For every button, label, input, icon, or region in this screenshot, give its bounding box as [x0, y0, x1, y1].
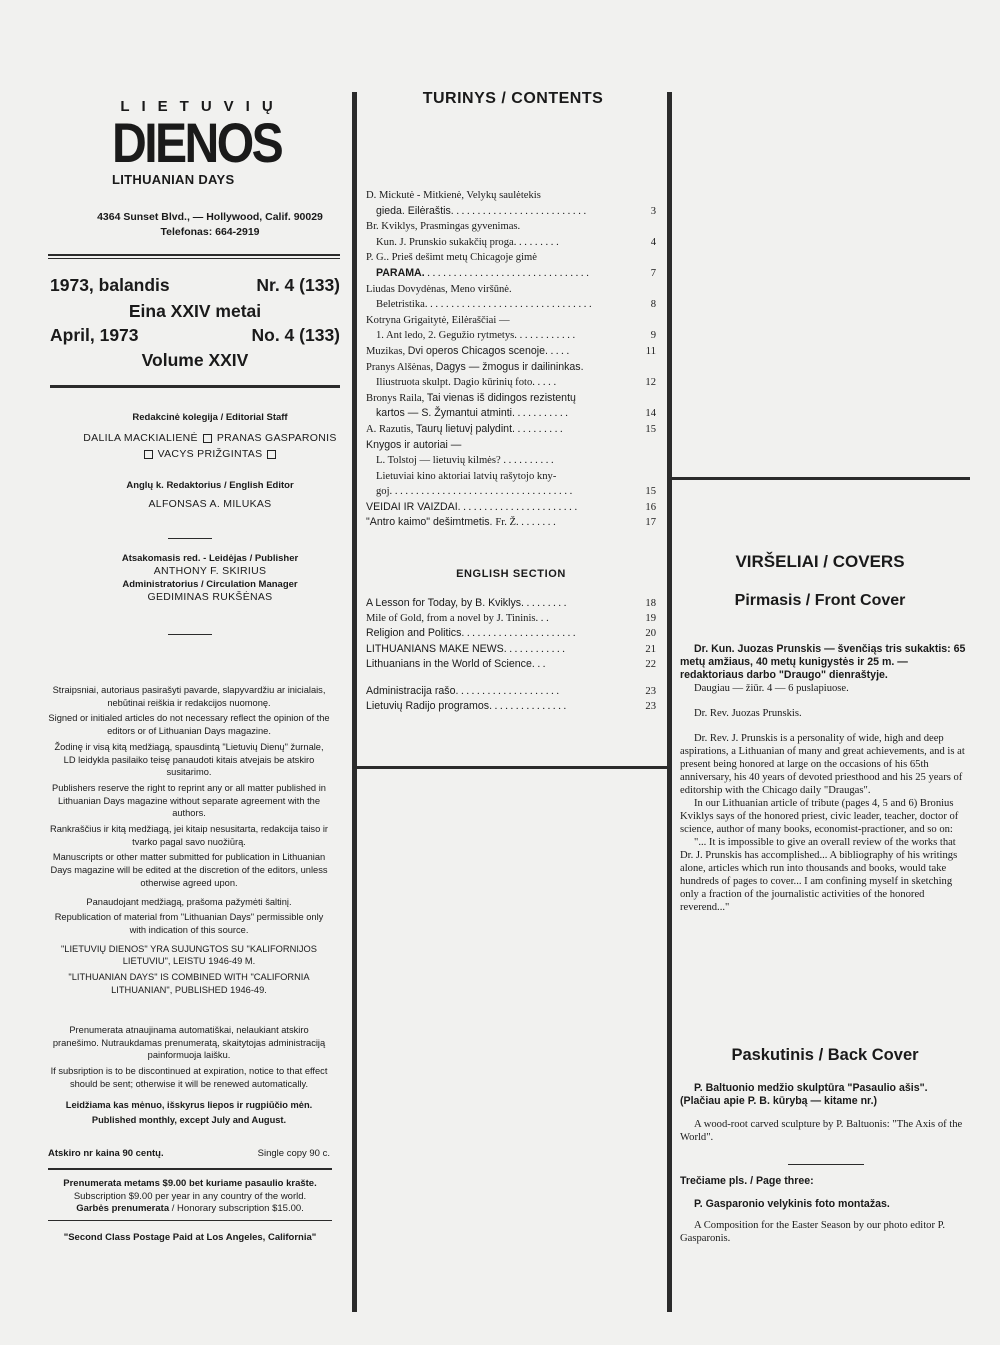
- toc-entry: Lithuanians in the World of Science.: [366, 657, 535, 670]
- toc-entry: PARAMA.: [376, 266, 425, 279]
- toc-entry: Dagys — žmogus ir dailininkas.: [435, 360, 584, 373]
- editorial-staff: [40, 410, 380, 512]
- divider: [48, 1168, 332, 1170]
- toc-page: 15: [645, 423, 656, 435]
- fine-text: Žodinę ir visą kitą medžiagą, spausdintą "Lietuvių Dienų" žurnale, LD leidykla pasilaiko teisę panaudoti kitais atvejais be atskiro susitarimo.: [54, 741, 324, 778]
- toc-title: TURINYS / CONTENTS: [422, 90, 604, 107]
- editor-name: DALILA MACKIALIENĖ: [83, 432, 198, 444]
- toc-author: Bronys Raila,: [366, 392, 427, 404]
- issue-row-lt: [50, 275, 340, 299]
- fine-print-2: [48, 1024, 330, 1130]
- toc-line: Mile of Gold, from a novel by J. Tininis. . . 19: [366, 611, 656, 626]
- toc-entry: Beletristika.: [376, 299, 428, 311]
- fine-text: "LIETUVIŲ DIENOS" YRA SUJUNGTOS SU "KALIFORNIJOS LIETUVIU", LEISTU 1946-49 M.: [61, 943, 317, 967]
- table-of-contents: [366, 188, 656, 531]
- editor-name: VACYS PRIŽGINTAS: [157, 448, 263, 460]
- toc-line: "Antro kaimo" dešimtmetis. Fr. Ž. . . . . . . . 17: [366, 515, 656, 531]
- toc-entry: LITHUANIANS MAKE NEWS.: [366, 642, 507, 655]
- fine-print-1: [48, 684, 330, 999]
- toc-line: [366, 391, 656, 407]
- issue-date-en: April, 1973: [50, 325, 139, 345]
- toc-line: A. Razutis, Taurų lietuvį palydint. . . . . . . . . . 15: [366, 422, 656, 438]
- issue-volume-lt: Eina XXIV metai: [128, 301, 262, 321]
- fine-text: "LITHUANIAN DAYS" IS COMBINED WITH "CALIFORNIA LITHUANIAN", PUBLISHED 1946-49.: [68, 972, 310, 995]
- toc-page: 12: [645, 377, 656, 389]
- fine-text: Leidžiama kas mėnuo, išskyrus liepos ir rugpiūčio mėn.: [65, 1099, 313, 1110]
- toc-page: 7: [650, 267, 656, 279]
- box-icon: [203, 434, 212, 443]
- divider: [50, 385, 340, 388]
- postage-note: "Second Class Postage Paid at Los Angeles, California": [63, 1232, 317, 1243]
- toc-entry: goj.: [376, 486, 393, 498]
- toc-page: 3: [650, 205, 656, 217]
- back-cover-text: [680, 1082, 970, 1144]
- fine-text: Manuscripts or other matter submitted for publication in Lithuanian Days magazine will be edited at the discretion of the editors, unless otherwise agreed upon.: [50, 852, 328, 888]
- fine-text: Prenumerata atnaujinama automatiškai, nelaukiant atskiro pranešimo. Nutraukdamas prenumeratą, skaitytojas administraciją painformuoja laišku.: [52, 1025, 326, 1061]
- toc-line: VEIDAI IR VAIZDAI. . . . . . . . . . . . . . . . . . . . . . . 16: [366, 500, 656, 516]
- toc-line: Iliustruota skulpt. Dagio kūrinių foto. . . . . 12: [366, 375, 656, 391]
- box-icon: [144, 450, 153, 459]
- toc-page: 4: [650, 236, 656, 248]
- toc-entry: L. Tolstoj — lietuvių kilmės?: [376, 455, 501, 467]
- front-en-p3: "... It is impossible to give an overall review of the works that Dr. J. Prunskis has accomplished... A bibliography of his writings alone, articles which run into thousands and books, would take hundreds of pages to cover... I am confining myself in sketching only a fraction of the journalistic activities of the honored reverend...": [680, 837, 958, 913]
- sub-line: Subscription $9.00 per year in any country of the world.: [73, 1190, 307, 1202]
- publisher-name: ANTHONY F. SKIRIUS: [153, 565, 267, 577]
- toc-entry: S. Žymantui atminti.: [421, 407, 515, 420]
- toc-line: gieda. Eilėraštis. . . . . . . . . . . . . . . . . . . . . . . . . . 3: [366, 204, 656, 220]
- publisher-heading: Atsakomasis red. - Leidėjas / Publisher: [121, 553, 299, 564]
- toc-page: 11: [645, 345, 656, 357]
- masthead-lietuviu: LIETUVIŲ: [120, 98, 285, 115]
- box-icon: [267, 450, 276, 459]
- toc-author: Pranys Alšėnas,: [366, 361, 436, 373]
- toc-entry: Religion and Politics.: [366, 627, 465, 640]
- toc-author: Fr. Ž.: [495, 517, 519, 529]
- toc-entry: 1. Ant ledo, 2. Gegužio rytmetys.: [376, 330, 517, 342]
- address-block: [40, 210, 380, 240]
- page-three-block: [680, 1175, 970, 1245]
- sub-line: Prenumerata metams $9.00 bet kuriame pasaulio krašte.: [63, 1178, 317, 1189]
- address-line: 4364 Sunset Blvd., — Hollywood, Calif. 90029: [97, 211, 323, 223]
- price-lt: Atskiro nr kaina 90 centų.: [48, 1148, 164, 1159]
- fine-text: Rankraščius ir kitą medžiagą, jei kitaip nesusitarta, redakcija taiso ir tvarko pagal savo nuožiūrą.: [50, 824, 328, 847]
- fine-text: Signed or initialed articles do not necessary reflect the opinion of the editors or of Lithuanian Days magazine.: [48, 713, 330, 737]
- toc-entry: A Lesson for Today, by B. Kviklys.: [366, 597, 524, 609]
- toc-author: Muzikas,: [366, 345, 408, 357]
- issue-date-lt: 1973, balandis: [50, 275, 170, 295]
- front-lt: Dr. Kun. Juozas Prunskis — švenčiąs tris sukaktis: 65 metų amžiaus, 40 metų kunigystės ir 25 m. — redaktoriaus darbo "Draugo" dienraštyje.: [680, 643, 966, 681]
- front-cover-text: [680, 643, 970, 914]
- toc-line: [366, 282, 656, 298]
- price-en: Single copy 90 c.: [257, 1148, 330, 1159]
- editorial-names-row: [40, 430, 380, 446]
- circulation-name: GEDIMINAS RUKŠĖNAS: [147, 591, 273, 603]
- toc-entry: VEIDAI IR VAIZDAI.: [366, 500, 461, 513]
- fine-text: Straipsniai, autoriaus pasirašyti pavarde, slapyvardžiu ar inicialais, nebūtinai reiškia ir redakcijos nuomonę.: [52, 685, 326, 708]
- toc-page: 21: [645, 643, 656, 655]
- toc-entry: Lietuviai kino aktoriai latvių rašytojo kny-: [376, 470, 557, 482]
- toc-entry: Iliustruota skulpt. Dagio kūrinių foto.: [376, 377, 535, 389]
- covers-title: VIRŠELIAI / COVERS: [735, 552, 905, 571]
- toc-line: Administracija rašo. . . . . . . . . . . . . . . . . . . . 23: [366, 684, 656, 699]
- toc-line: Muzikas, Dvi operos Chicagos scenoje. . . . . 11: [366, 344, 656, 360]
- divider: [48, 254, 340, 256]
- toc-line: [366, 469, 656, 485]
- sub-line: Garbės prenumerata: [76, 1203, 170, 1214]
- fine-text: Republication of material from "Lithuanian Days" permissible only with indication of this source.: [54, 912, 324, 935]
- price-row: [48, 1148, 330, 1159]
- toc-line: LITHUANIANS MAKE NEWS. . . . . . . . . . . . 21: [366, 642, 656, 657]
- toc-line: A Lesson for Today, by B. Kviklys. . . . . . . . . 18: [366, 596, 656, 611]
- toc-page: 22: [645, 658, 656, 670]
- toc-entry: Administracija rašo.: [366, 685, 459, 698]
- toc-line: PARAMA. . . . . . . . . . . . . . . . . . . . . . . . . . . . . . . . 7: [366, 266, 656, 282]
- toc-line: Kun. J. Prunskio sukakčių proga. . . . . . . . . 4: [366, 235, 656, 251]
- sub-line: Honorary subscription $15.00.: [177, 1203, 304, 1214]
- toc-entry: Br. Kviklys, Prasmingas gyvenimas.: [366, 221, 521, 233]
- issue-row-en: [50, 325, 340, 349]
- toc-line: [366, 360, 656, 376]
- fine-text: Panaudojant medžiagą, prašoma pažymėti šaltinį.: [86, 896, 292, 907]
- phone-line: Telefonas: 664-2919: [160, 226, 260, 238]
- toc-entry: Dvi operos Chicagos scenoje.: [407, 344, 548, 357]
- column-rule-left: [352, 92, 357, 1312]
- divider: [788, 1164, 864, 1165]
- toc-page: 9: [650, 330, 656, 342]
- toc-entry: Mile of Gold, from a novel by J. Tininis.: [366, 613, 539, 625]
- front-cover-title: Pirmasis / Front Cover: [734, 592, 906, 609]
- front-en-name: Dr. Rev. Juozas Prunskis.: [694, 708, 802, 719]
- toc-line: Beletristika. . . . . . . . . . . . . . . . . . . . . . . . . . . . . . . . 8: [366, 297, 656, 313]
- toc-page: 20: [645, 628, 656, 640]
- page3-en: A Composition for the Easter Season by our photo editor P. Gasparonis.: [680, 1220, 945, 1244]
- toc-page: 23: [645, 686, 656, 698]
- divider: [168, 538, 212, 539]
- masthead-subtitle: LITHUANIAN DAYS: [112, 172, 235, 187]
- divider: [48, 1220, 332, 1221]
- issue-number-en: No. 4 (133): [251, 325, 340, 345]
- fine-text: Publishers reserve the right to reprint any or all matter published in Lithuanian Days magazine without separate agreement with the authors.: [52, 782, 326, 819]
- fine-text: Published monthly, except July and August.: [91, 1115, 287, 1126]
- toc-entry: gieda. Eilėraštis.: [376, 204, 454, 217]
- toc-line: Lithuanians in the World of Science. . . 22: [366, 657, 656, 672]
- toc-entry: Taurų lietuvį palydint.: [416, 422, 515, 435]
- page3-heading: Trečiame pls. / Page three:: [680, 1175, 814, 1187]
- page3-lt: P. Gasparonio velykinis foto montažas.: [694, 1198, 890, 1210]
- right-divider: [672, 477, 970, 480]
- back-lt: P. Baltuonio medžio skulptūra "Pasaulio ašis". (Plačiau apie P. B. kūrybą — kitame nr.): [680, 1082, 928, 1107]
- toc-line: goj. . . . . . . . . . . . . . . . . . . . . . . . . . . . . . . . . . . 15: [366, 484, 656, 500]
- toc-line: [366, 219, 656, 235]
- subscription-block: [48, 1178, 332, 1216]
- toc-entry: kartos —: [376, 407, 422, 420]
- publisher-block: [40, 552, 380, 604]
- divider: [168, 634, 212, 635]
- toc-page: 18: [645, 598, 656, 609]
- toc-line: 1. Ant ledo, 2. Gegužio rytmetys. . . . . . . . . . . . 9: [366, 328, 656, 344]
- toc-entry: Kun. J. Prunskio sukakčių proga.: [376, 236, 517, 248]
- divider: [48, 258, 340, 259]
- toc-line: [366, 188, 656, 204]
- issue-number-lt: Nr. 4 (133): [256, 275, 340, 295]
- english-editor-name: ALFONSAS A. MILUKAS: [148, 498, 272, 510]
- masthead-title: DIENOS: [112, 111, 282, 174]
- toc-line: [366, 250, 656, 266]
- english-editor-heading: Anglų k. Redaktorius / English Editor: [126, 480, 294, 491]
- fine-text: If subsription is to be discontinued at expiration, notice to that effect should be sent; otherwise it will be renewed automatically.: [50, 1066, 328, 1089]
- issue-volume-en: Volume XXIV: [141, 350, 249, 370]
- column-rule-right: [667, 92, 672, 1312]
- toc-entry: Liudas Dovydėnas, Meno viršūnė.: [366, 283, 512, 295]
- toc-entry: Lietuvių Radijo programos.: [366, 700, 493, 713]
- sub-line-honorary: Garbės prenumerata / Honorary subscription $15.00.: [76, 1203, 304, 1214]
- toc-line: kartos — S. Žymantui atminti. . . . . . . . . . . 14: [366, 406, 656, 422]
- english-section-title: ENGLISH SECTION: [456, 568, 566, 580]
- toc-entry: Knygos ir autoriai —: [366, 438, 462, 451]
- toc-page: 23: [645, 701, 656, 713]
- toc-page: 8: [650, 299, 656, 311]
- front-lt-more: Daugiau — žiūr. 4 — 6 puslapiuose.: [694, 683, 849, 694]
- toc-page: 17: [645, 517, 656, 529]
- editorial-heading: Redakcinė kolegija / Editorial Staff: [132, 412, 288, 423]
- toc-line: Religion and Politics. . . . . . . . . . . . . . . . . . . . . . 20: [366, 626, 656, 641]
- toc-entry: Kotryna Grigaitytė, Eilėraščiai —: [366, 314, 510, 326]
- toc-page: 16: [645, 501, 656, 513]
- back-en: A wood-root carved sculpture by P. Baltuonis: "The Axis of the World".: [680, 1119, 963, 1143]
- back-cover-title: Paskutinis / Back Cover: [731, 1046, 919, 1064]
- toc-page: 15: [645, 486, 656, 498]
- toc-line: Lietuvių Radijo programos. . . . . . . . . . . . . . . 23: [366, 699, 656, 714]
- toc-entry: P. G.. Prieš dešimt metų Chicagoje gimė: [366, 252, 537, 264]
- toc-author: D. Mickutė - Mitkienė, Velykų saulėtekis: [366, 190, 541, 201]
- toc-line: [366, 313, 656, 329]
- front-en-p1: Dr. Rev. J. Prunskis is a personality of wide, high and deep aspirations, a Lithuanian of many and great achievements, and is at present being honored at large on the occasions of his 65th anniversary, his 40 years of devoted priesthood and his 25 years of editorship with the Chicago daily "Draugas".: [680, 733, 965, 796]
- toc-page: 19: [645, 613, 656, 625]
- toc-line: L. Tolstoj — lietuvių kilmės? . . . . . . . . . .: [376, 455, 554, 467]
- front-en-p2: In our Lithuanian article of tribute (pages 4, 5 and 6) Bronius Kviklys says of the honored priest, civic leader, teacher, doctor of science, author of many books, economist-practioner, and so on:: [680, 798, 959, 835]
- toc-entry: "Antro kaimo" dešimtmetis.: [366, 516, 496, 529]
- editor-name: PRANAS GASPARONIS: [216, 432, 337, 444]
- toc-page: 14: [645, 408, 656, 420]
- toc-author: A. Razutis,: [366, 423, 417, 435]
- toc-line: [366, 438, 656, 454]
- circulation-heading: Administratorius / Circulation Manager: [122, 579, 298, 590]
- middle-divider: [357, 766, 667, 769]
- editorial-names-row: [40, 446, 380, 462]
- toc-entry: Tai vienas iš didingos rezistentų: [426, 391, 576, 404]
- english-section-list: [366, 596, 656, 714]
